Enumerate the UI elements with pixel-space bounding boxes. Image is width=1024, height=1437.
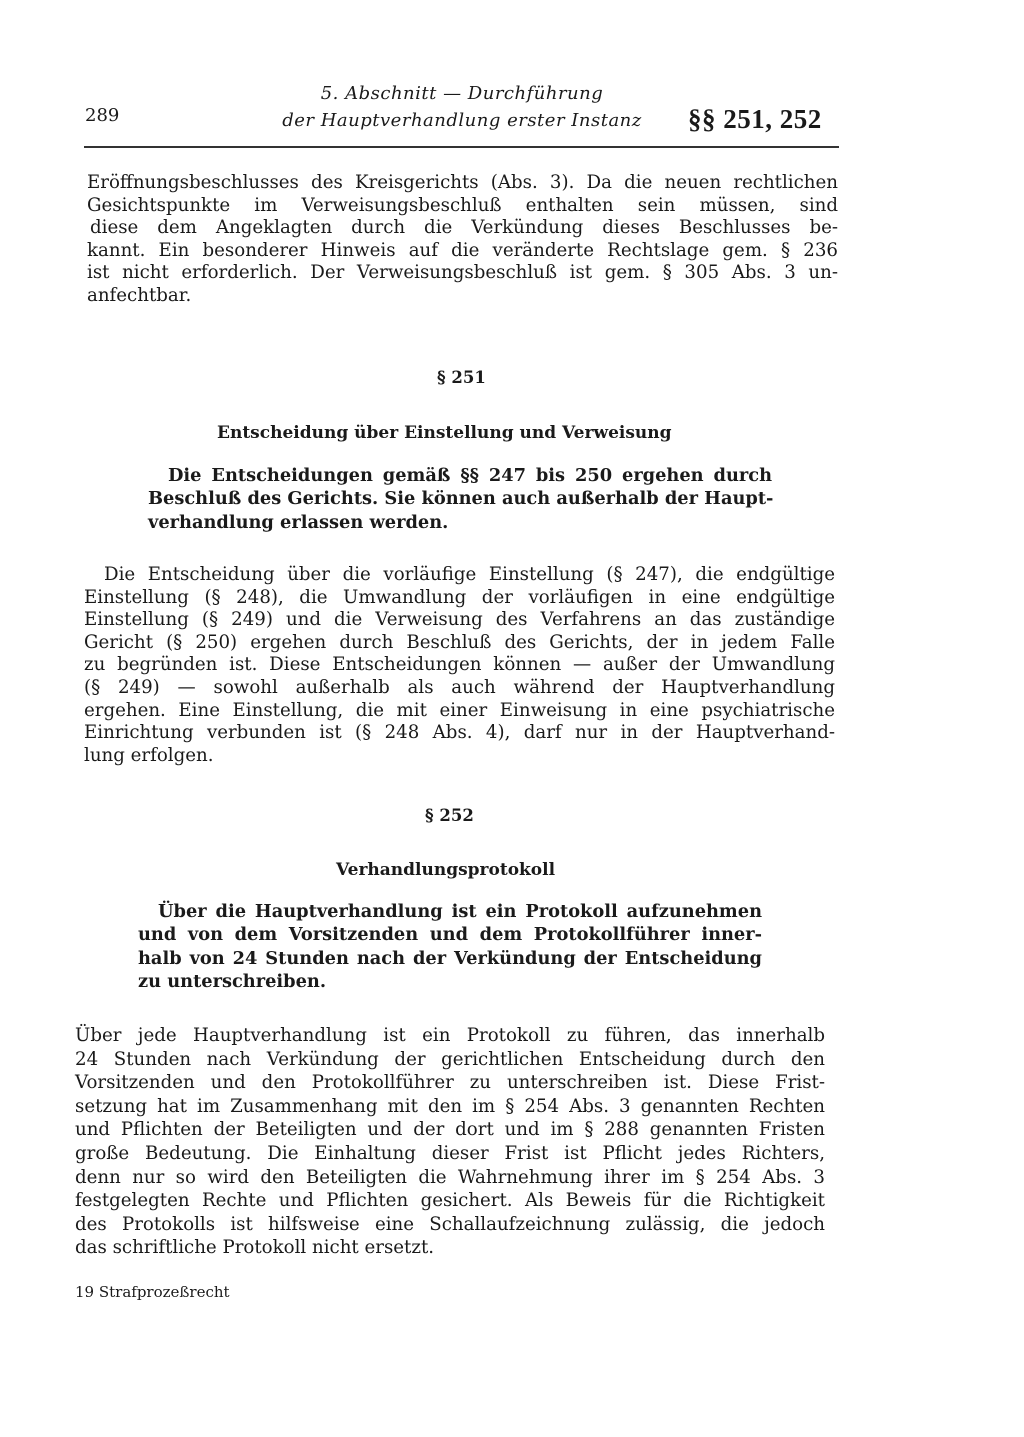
- commentary-line: Einrichtung verbunden ist (§ 248 Abs. 4), darf nur in der Hauptverhand-: [84, 722, 835, 744]
- law-line: Die Entscheidungen gemäß §§ 247 bis 250 ergehen durch: [168, 465, 772, 486]
- intro-line: ist nicht erforderlich. Der Verweisungsbeschluß ist gem. § 305 Abs. 3 un-: [87, 262, 838, 284]
- running-header-chapter: 5. Abschnitt — Durchführung: [320, 83, 604, 104]
- commentary-line: Vorsitzenden und den Protokollführer zu unterschreiben ist. Diese Frist-: [75, 1072, 825, 1094]
- commentary-line: Gericht (§ 250) ergehen durch Beschluß des Gerichts, der in jedem Falle: [84, 631, 835, 653]
- law-line: verhandlung erlassen werden.: [148, 511, 449, 533]
- page-signature: 19 Strafprozeßrecht: [75, 1283, 230, 1301]
- commentary-line: Einstellung (§ 249) und die Verweisung des Verfahrens an das zuständige: [84, 609, 835, 631]
- law-line: und von dem Vorsitzenden und dem Protokollführer inner-: [138, 924, 762, 946]
- commentary-line: (§ 249) — sowohl außerhalb als auch während der Hauptverhandlung: [84, 676, 835, 698]
- intro-line: anfechtbar.: [87, 284, 192, 306]
- running-header-subtitle: der Hauptverhandlung erster Instanz: [282, 110, 642, 131]
- section-title-251: Entscheidung über Einstellung und Verweisung: [217, 423, 672, 443]
- commentary-line: denn nur so wird den Beteiligten die Wahrnehmung ihrer im § 254 Abs. 3: [75, 1166, 825, 1188]
- section-title-252: Verhandlungsprotokoll: [336, 860, 556, 880]
- commentary-line: ergehen. Eine Einstellung, die mit einer Einweisung in eine psychiatrische: [84, 699, 835, 721]
- commentary-line: des Protokolls ist hilfsweise eine Schallaufzeichnung zulässig, die jedoch: [75, 1213, 825, 1235]
- header-rule: [84, 146, 839, 148]
- intro-line: Gesichtspunkte im Verweisungsbeschluß enthalten sein müssen, sind: [87, 194, 838, 216]
- commentary-line: 24 Stunden nach Verkündung der gerichtlichen Entscheidung durch den: [75, 1048, 825, 1070]
- intro-line: Eröffnungsbeschlusses des Kreisgerichts (Abs. 3). Da die neuen rechtlichen: [87, 172, 838, 193]
- section-reference: §§ 251, 252: [688, 104, 822, 134]
- commentary-line: Einstellung (§ 248), die Umwandlung der vorläufigen in eine endgültige: [84, 586, 835, 608]
- commentary-line: zu begründen ist. Diese Entscheidungen können — außer der Umwandlung: [84, 654, 835, 676]
- law-line: zu unterschreiben.: [138, 970, 327, 992]
- commentary-line: und Pflichten der Beteiligten und der dort und im § 288 genannten Fristen: [75, 1119, 825, 1141]
- law-text-251: [148, 464, 772, 534]
- commentary-line: große Bedeutung. Die Einhaltung dieser Frist ist Pflicht jedes Richters,: [75, 1142, 825, 1164]
- law-line: Über die Hauptverhandlung ist ein Protokoll aufzunehmen: [158, 901, 762, 922]
- intro-line: kannt. Ein besonderer Hinweis auf die veränderte Rechtslage gem. § 236: [87, 239, 838, 261]
- commentary-252: [75, 1024, 825, 1260]
- commentary-line: Die Entscheidung über die vorläufige Einstellung (§ 247), die endgültige: [104, 564, 835, 585]
- commentary-251: [84, 564, 835, 767]
- intro-paragraph: [87, 172, 838, 308]
- intro-line: diese dem Angeklagten durch die Verkündung dieses Beschlusses be-: [90, 217, 838, 239]
- commentary-line: setzung hat im Zusammenhang mit den im § 254 Abs. 3 genannten Rechten: [75, 1095, 825, 1117]
- law-text-252: [138, 900, 762, 993]
- section-number-252: § 252: [425, 806, 474, 825]
- law-line: halb von 24 Stunden nach der Verkündung der Entscheidung: [138, 947, 762, 969]
- running-header: [262, 80, 662, 134]
- law-line: Beschluß des Gerichts. Sie können auch außerhalb der Haupt-: [148, 488, 774, 510]
- commentary-line: lung erfolgen.: [84, 744, 214, 766]
- page-number: 289: [85, 105, 120, 126]
- commentary-line: Über jede Hauptverhandlung ist ein Protokoll zu führen, das innerhalb: [75, 1025, 825, 1046]
- section-number-251: § 251: [437, 368, 486, 387]
- commentary-line: das schriftliche Protokoll nicht ersetzt.: [75, 1237, 435, 1259]
- commentary-line: festgelegten Rechte und Pflichten gesichert. Als Beweis für die Richtigkeit: [75, 1190, 825, 1212]
